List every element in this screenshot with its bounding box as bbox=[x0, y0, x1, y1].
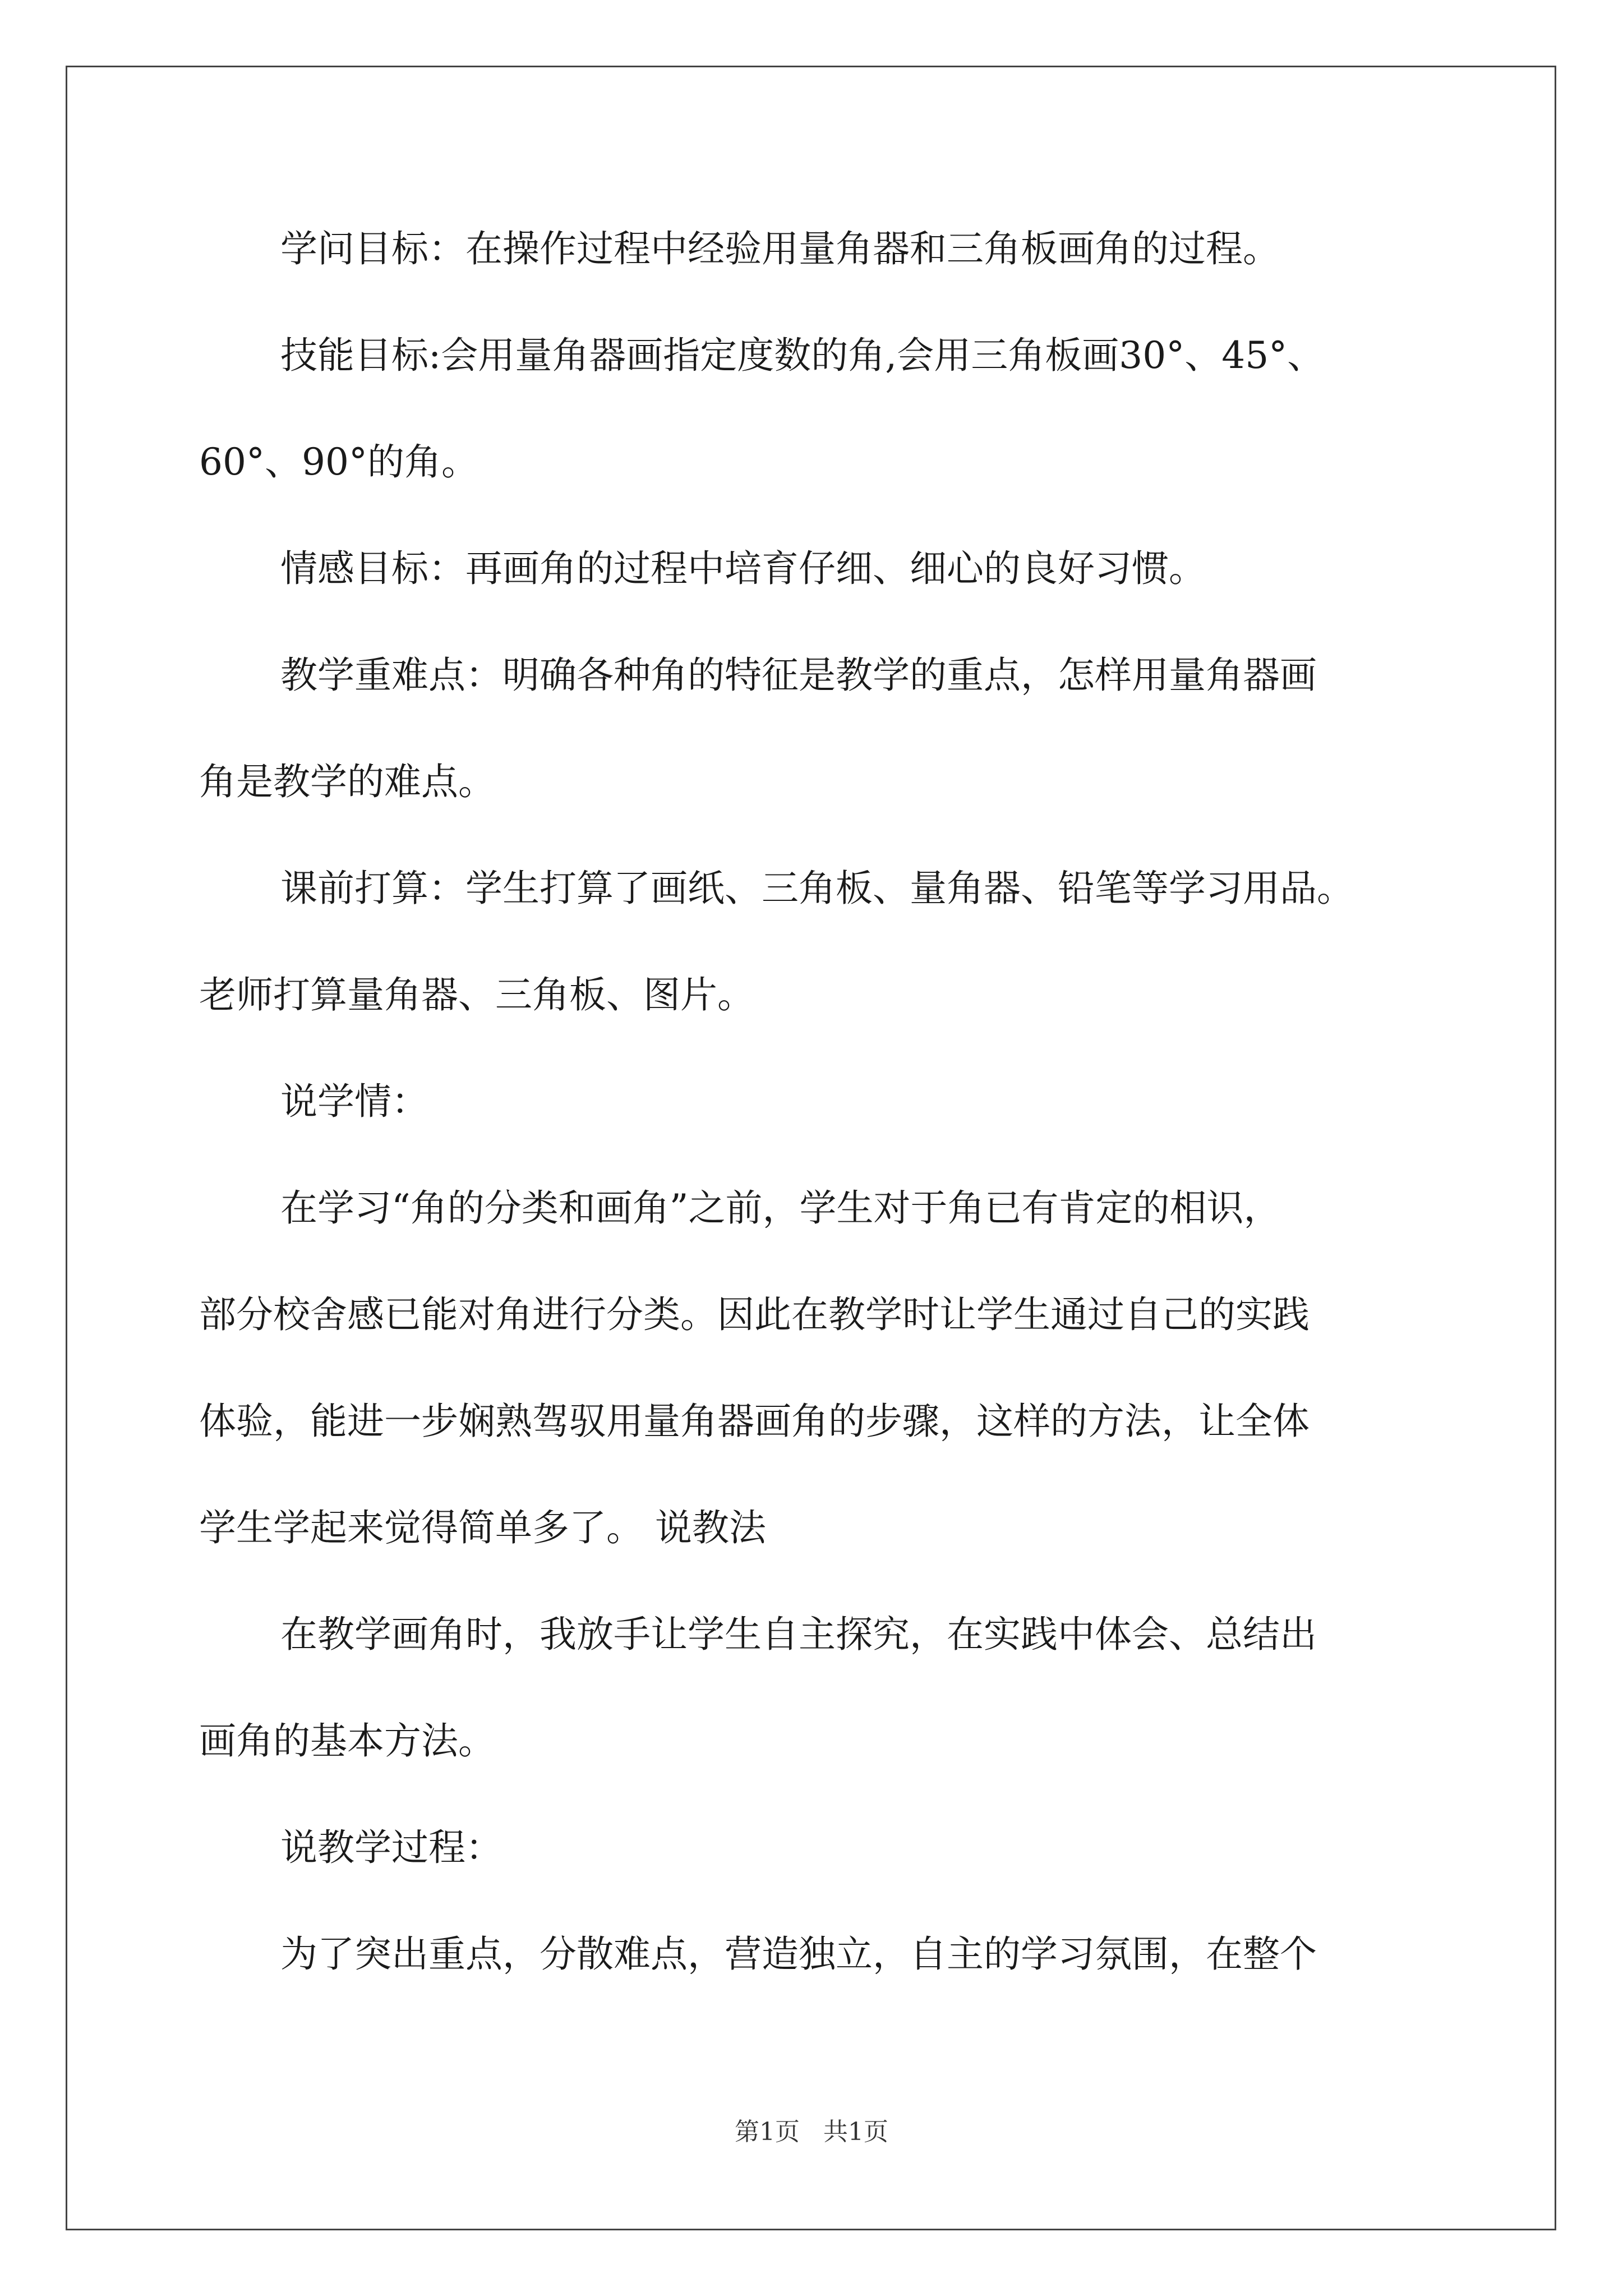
paragraph-line-preparation: 课前打算：学生打算了画纸、三角板、量角器、铅笔等学习用品。 bbox=[280, 867, 1354, 910]
paragraph-line-key-difficulty-cont: 角是教学的难点。 bbox=[199, 760, 495, 803]
paragraph-line-student-situation-cont: 部分校舍感已能对角进行分类。因此在教学时让学生通过自己的实践 bbox=[199, 1293, 1310, 1336]
paragraph-line-teaching-process: 为了突出重点，分散难点，营造独立，自主的学习氛围，在整个 bbox=[280, 1932, 1317, 1976]
paragraph-line-emotion-goal: 情感目标：再画角的过程中培育仔细、细心的良好习惯。 bbox=[280, 547, 1206, 590]
paragraph-line-student-situation: 在学习“角的分类和画角”之前，学生对于角已有肯定的相识， bbox=[280, 1186, 1281, 1230]
paragraph-line-student-situation-cont: 体验，能进一步娴熟驾驭用量角器画角的步骤，这样的方法，让全体 bbox=[199, 1400, 1310, 1443]
paragraph-line-preparation-cont: 老师打算量角器、三角板、图片。 bbox=[199, 973, 754, 1016]
page-number-footer: 第1页 共1页 bbox=[735, 2118, 888, 2146]
section-heading-student-situation: 说学情： bbox=[280, 1080, 428, 1123]
paragraph-line-teaching-method-cont: 画角的基本方法。 bbox=[199, 1719, 495, 1763]
paragraph-line-student-situation-cont: 学生学起来觉得简单多了。 说教法 bbox=[199, 1506, 766, 1549]
paragraph-line-skill-goal: 技能目标:会用量角器画指定度数的角,会用三角板画30°、45°、 bbox=[280, 334, 1325, 377]
paragraph-line-teaching-method: 在教学画角时，我放手让学生自主探究，在实践中体会、总结出 bbox=[280, 1613, 1317, 1656]
paragraph-line-knowledge-goal: 学问目标：在操作过程中经验用量角器和三角板画角的过程。 bbox=[280, 227, 1280, 270]
paragraph-line-key-difficulty: 教学重难点：明确各种角的特征是教学的重点，怎样用量角器画 bbox=[280, 654, 1317, 697]
section-heading-teaching-process: 说教学过程： bbox=[280, 1826, 502, 1869]
page-border bbox=[66, 66, 1556, 2230]
paragraph-line-skill-goal-cont: 60°、90°的角。 bbox=[199, 440, 478, 484]
